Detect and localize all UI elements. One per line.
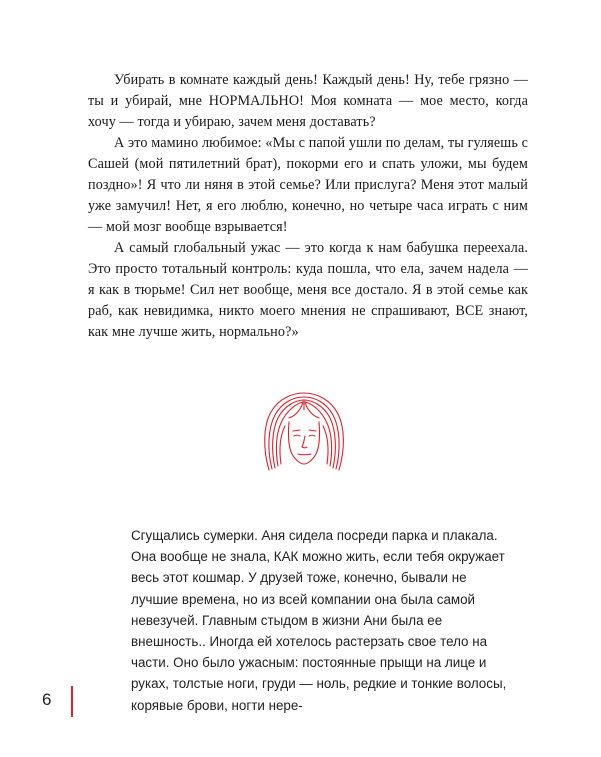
story-text-block bbox=[131, 525, 513, 716]
page-number: 6 bbox=[42, 690, 52, 709]
quote-paragraph: А это мамино любимое: «Мы с папой ушли по делам, ты гуляешь с Сашей (мой пятилетний брат), покорми его и спать уложи, мы будем поздно»! Я что ли няня в этой семье? Или прислуга? Меня этот малый уже замучил! Нет, я его люблю, конечно, но четыре часа играть с ним — мой мозг вообще взрывается! bbox=[88, 135, 528, 235]
girl-face-sketch-icon bbox=[259, 392, 349, 474]
page-number-divider bbox=[71, 686, 73, 717]
quote-paragraph: А самый глобальный ужас — это когда к нам бабушка переехала. Это просто тотальный контроль: куда пошла, что ела, зачем надела — я как в тюрьме! Сил нет вообще, меня все достало. Я в этой семье как раб, как невидимка, никто моего мнения не спрашивают, ВСЕ знают, как мне лучше жить, нормально?» bbox=[88, 240, 528, 340]
story-paragraph: Сгущались сумерки. Аня сидела посреди парка и плакала. Она вообще не знала, КАК можно жить, если тебя окружает весь этот кошмар. У друзей тоже, конечно, бывали не лучшие времена, но из всей компании она была самой невезучей. Главным стыдом в жизни Ани была ее внешность.. Иногда ей хотелось растерзать свое тело на части. Оно было ужасным: постоянные прыщи на лице и руках, толстые ноги, груди — ноль, редкие и тонкие волосы, корявые брови, ногти нере- bbox=[131, 528, 507, 713]
quote-paragraph: Убирать в комнате каждый день! Каждый день! Ну, тебе грязно — ты и убирай, мне НОРМАЛЬНО! Моя комната — мое место, когда хочу — тогда и убираю, зачем меня доставать? bbox=[88, 72, 528, 130]
quote-text-block bbox=[88, 70, 528, 343]
